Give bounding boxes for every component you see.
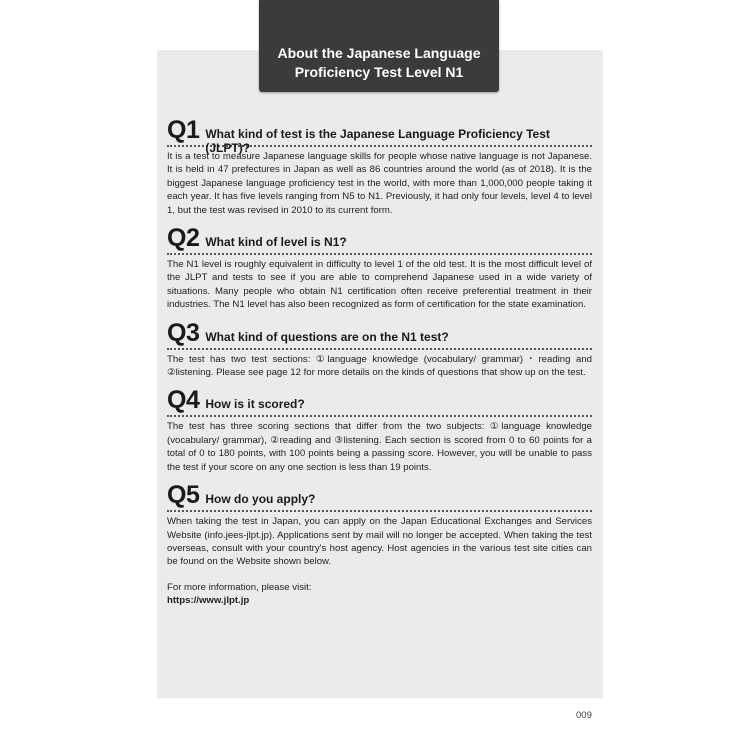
title-line-2: Proficiency Test Level N1 [294,64,464,80]
dotted-divider [167,510,592,512]
answer-text: When taking the test in Japan, you can apply on the Japan Educational Exchanges and Services Website (info.jees-jlpt.jp). Applications sent by mail will no longer be accepted. When taking the test overseas, consult with your country's host agency. Host agencies in the various test site cities can be found on the Website shown below. [167,516,592,568]
dotted-divider [167,253,592,255]
dotted-divider [167,348,592,350]
page-title [269,44,489,82]
faq-item-q5 [167,482,592,569]
more-info [167,581,592,608]
question-text: How is it scored? [205,397,305,412]
website-link[interactable]: https://www.jlpt.jp [167,595,250,607]
answer-text: The N1 level is roughly equivalent in difficulty to level 1 of the old test. It is the most difficult level of the JLPT and tests to see if you are able to comprehend Japanese used in a wide variety of situations. Many people who obtain N1 certification often receive preferential treatment in their industries. The N1 level has also been recognized as form of certification for the state examination. [167,259,592,311]
title-line-1: About the Japanese Language [277,45,481,61]
title-banner [259,0,499,92]
question-text: How do you apply? [205,492,316,507]
more-info-label: For more information, please visit: [167,581,312,593]
question-text: What kind of level is N1? [205,235,347,250]
question-number: Q3 [167,318,200,347]
answer-text: The test has two test sections: ①language knowledge (vocabulary/ grammar)・reading and ②listening. Please see page 12 for more details on the kinds of questions that show up on the test. [167,353,592,379]
question-number: Q5 [167,481,200,510]
faq-list [167,117,592,608]
question-number: Q4 [167,386,200,415]
dotted-divider [167,415,592,417]
faq-item-q2 [167,225,592,312]
question-text: What kind of test is the Japanese Language Proficiency Test (JLPT)? [205,127,550,155]
faq-item-q1 [167,117,592,217]
question-text: What kind of questions are on the N1 test? [205,329,449,344]
answer-text: The test has three scoring sections that differ from the two subjects: ①language knowledge (vocabulary/ grammar), ②reading and ③listening. Each section is scored from 0 to 60 points for a total of 0 to 180 points, with 100 points being a passing score. However, you will be unable to pass the test if your score on any one section is less than 19 points. [167,421,592,473]
question-header [167,225,592,252]
faq-item-q3 [167,320,592,380]
question-header [167,116,592,155]
question-number: Q1 [167,116,200,144]
question-header [167,320,592,347]
question-header [167,387,592,414]
answer-text: It is a test to measure Japanese language skills for people whose native language is not Japanese. It is held in 47 prefectures in Japan as well as 86 countries around the world (as of 2018). It is the biggest Japanese language proficiency test in the world, with more than 1,000,000 people taking it each year. It has five levels ranging from N5 to N1. Previously, it had only four levels, level 4 to level 1, but the test was revised in 2010 to its current form. [167,151,592,216]
question-header [167,482,592,509]
faq-item-q4 [167,387,592,474]
page-number: 009 [576,710,592,721]
question-number: Q2 [167,224,200,253]
